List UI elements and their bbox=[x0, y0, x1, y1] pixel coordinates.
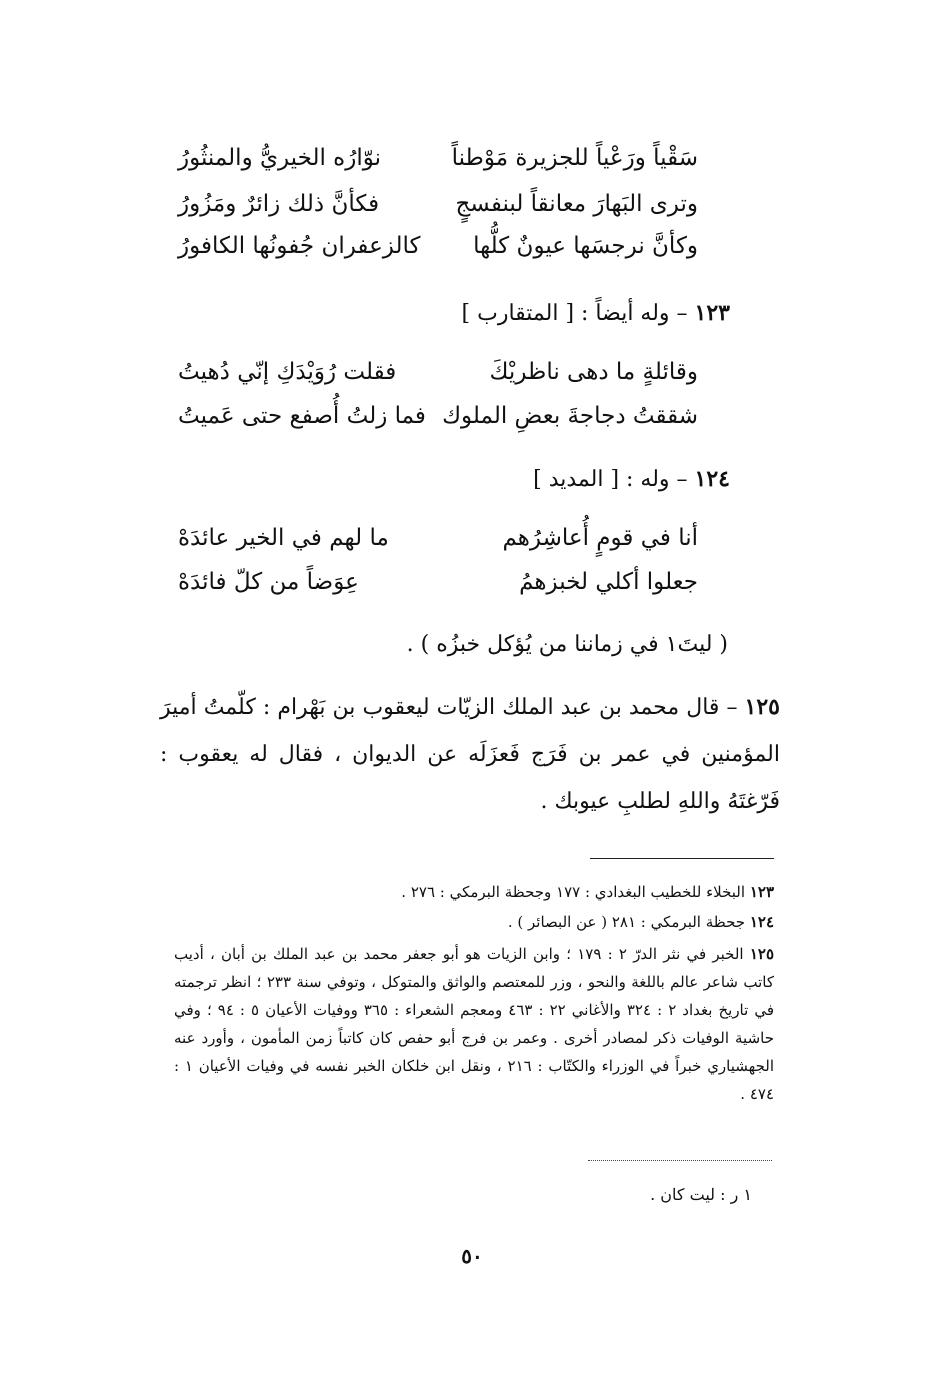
verse-first-hemistich: سَقْياً ورَعْياً للجزيرة مَوْطناً bbox=[451, 145, 698, 171]
verse-second-hemistich: كالزعفران جُفونُها الكافورُ bbox=[178, 233, 421, 259]
footnote-125 bbox=[174, 940, 774, 1108]
footnote-text: البخلاء للخطيب البغدادي : ١٧٧ وجحظة البرمكي : ٢٧٦ . bbox=[401, 883, 746, 901]
paragraph-text: – قال محمد بن عبد الملك الزيّات ليعقوب بن بَهْرام : كلّمتُ أميرَ المؤمنين في عمر بن فَرَج فَعزَلَه عن الديوان ، فقال له يعقوب : فَرّغتَهُ واللهِ لطلبِ عيوبك . bbox=[160, 695, 780, 814]
section-number: ١٢٥ bbox=[744, 694, 780, 720]
section-heading-text: – وله أيضاً : [ المتقارب ] bbox=[461, 301, 688, 326]
verse-line bbox=[178, 354, 698, 390]
critical-apparatus-separator bbox=[588, 1160, 772, 1161]
page-number: ٥٠ bbox=[461, 1244, 483, 1268]
footnote-number: ١٢٣ bbox=[749, 883, 774, 901]
verse-second-hemistich: عِوَضاً من كلّ فائدَهْ bbox=[178, 569, 359, 595]
verse-line bbox=[178, 520, 698, 556]
verse-line bbox=[178, 398, 698, 434]
verse-first-hemistich: وقائلةٍ ما دهى ناظريْكَ bbox=[489, 359, 698, 385]
section-heading-123 bbox=[210, 296, 730, 331]
section-heading-text: – وله : [ المديد ] bbox=[533, 467, 688, 492]
verse-second-hemistich: فما زلتُ أُصفع حتى عَميتُ bbox=[178, 403, 426, 429]
footnote-123 bbox=[184, 878, 774, 907]
verse-first-hemistich: وكأنَّ نرجسَها عيونٌ كلُّها bbox=[473, 233, 698, 259]
verse-second-hemistich: فقلت رُوَيْدَكِ إنّي دُهيتُ bbox=[178, 359, 397, 385]
verse-first-hemistich: وترى البَهارَ معانقاً لبنفسجٍ bbox=[455, 191, 698, 217]
verse-first-hemistich: أنا في قومٍ أُعاشِرُهم bbox=[502, 525, 698, 551]
prose-note-124: ( ليتَ١ في زماننا من يُؤكل خبزُه ) . bbox=[406, 632, 728, 657]
verse-second-hemistich: فكأنَّ ذلك زائرٌ ومَزُورُ bbox=[178, 191, 380, 217]
verse-line bbox=[178, 228, 698, 264]
section-number: ١٢٣ bbox=[694, 300, 730, 326]
section-heading-124 bbox=[210, 462, 730, 497]
verse-second-hemistich: ما لهم في الخير عائدَهْ bbox=[178, 525, 389, 551]
critical-apparatus-note: ١ ر : ليت كان . bbox=[650, 1185, 752, 1204]
verse-line bbox=[178, 140, 698, 176]
verse-line bbox=[178, 564, 698, 600]
footnote-text: جحظة البرمكي : ٢٨١ ( عن البصائر ) . bbox=[507, 913, 746, 931]
footnote-separator bbox=[590, 858, 774, 859]
verse-first-hemistich: شققتُ دجاجةَ بعضِ الملوك bbox=[442, 403, 698, 429]
footnote-number: ١٢٥ bbox=[749, 945, 774, 963]
verse-line bbox=[178, 186, 698, 222]
footnote-text: الخبر في نثر الدرّ ٢ : ١٧٩ ؛ وابن الزيات هو أبو جعفر محمد بن عبد الملك بن أبان ، أديب كاتب شاعر عالم باللغة والنحو ، وزر للمعتصم والواثق والمتوكل ، وتوفي سنة ٢٣٣ ؛ انظر ترجمته في تاريخ بغداد ٢ : ٣٢٤ والأغاني ٢٢ : ٤٦٣ ومعجم الشعراء : ٣٦٥ ووفيات الأعيان ٥ : ٩٤ ؛ وفي حاشية الوفيات ذكر لمصادر أخرى . وعمر بن فرج أبو حفص كان كاتباً زمن المأمون ، وأورد عنه الجهشياري خبراً في الوزراء والكتّاب : ٢١٦ ، ونقل ابن خلكان الخبر نفسه في وفيات الأعيان ١ : ٤٧٤ . bbox=[174, 945, 775, 1103]
prose-paragraph-125 bbox=[160, 684, 780, 825]
verse-first-hemistich: جعلوا أكلي لخبزهمُ bbox=[519, 569, 698, 595]
verse-second-hemistich: نوّارُه الخيريُّ والمنثُورُ bbox=[178, 145, 382, 171]
section-number: ١٢٤ bbox=[694, 466, 730, 492]
footnote-number: ١٢٤ bbox=[749, 913, 774, 931]
footnote-124 bbox=[184, 908, 774, 937]
